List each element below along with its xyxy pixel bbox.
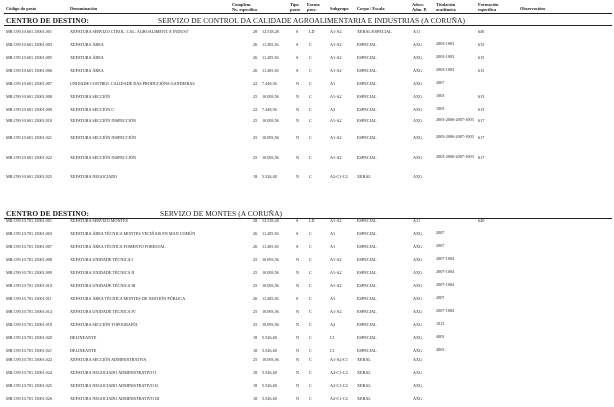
cell-tipo: N xyxy=(296,335,300,340)
cell-sub: A2-C1-C2 xyxy=(330,174,348,179)
cell-tipo: S xyxy=(296,244,299,249)
cell-sub: A1-A2 xyxy=(330,68,342,73)
cell-forma: C xyxy=(309,357,312,362)
cell-sub: A1-A2 xyxy=(330,55,342,60)
cell-sub: A1-A2 xyxy=(330,270,342,275)
cell-form: 617 xyxy=(478,155,485,160)
cell-code: MR.C99.10.701.15001.021 xyxy=(6,348,52,353)
cell-nv: 25 xyxy=(253,118,258,123)
cell-name: XEFATURA ÁREA xyxy=(70,68,104,73)
cell-adscr: AXG xyxy=(413,296,423,301)
cell-forma: C xyxy=(309,335,312,340)
cell-adscr: AXG xyxy=(413,257,423,262)
cell-corpo: ESPECIAL xyxy=(357,348,377,353)
cell-forma: C xyxy=(309,309,312,314)
cell-nv: 25 xyxy=(253,309,258,314)
cell-comp: 5.526,48 xyxy=(262,396,277,401)
header-corpo: Corpo / Escala xyxy=(357,6,385,11)
header-tipo: Tipo xyxy=(290,2,299,7)
cell-code: MR.C99.10.601.15001.001 xyxy=(6,29,52,34)
cell-corpo: ESPECIAL xyxy=(357,283,377,288)
cell-adscr: AXG xyxy=(413,396,423,401)
cell-tit: 4003 xyxy=(436,334,445,339)
cell-forma: C xyxy=(309,155,312,160)
cell-tit: 2007 xyxy=(436,80,445,85)
cell-name: XEFATURA NEGOCIADO ADMINISTRATIVO II xyxy=(70,383,158,388)
header-complem: Complem. xyxy=(232,2,252,7)
cell-code: MR.C99.10.601.15001.008 xyxy=(6,94,52,99)
cell-name: XEFATURA ÁREA xyxy=(70,42,104,47)
cell-corpo: ESPECIAL xyxy=(357,218,377,223)
cell-comp: 5.526,48 xyxy=(262,335,277,340)
cell-code: MR.C99.10.701.15001.008 xyxy=(6,257,52,262)
cell-code: MR.C99.10.701.15001.020 xyxy=(6,335,52,340)
cell-adscr: AXG xyxy=(413,370,423,375)
cell-nv: 22 xyxy=(253,107,258,112)
cell-adscr: AXG xyxy=(413,231,423,236)
cell-form: 640 xyxy=(478,218,485,223)
cell-name: XEFATURA NEGOCIADO ADMINISTRATIVO I xyxy=(70,370,157,375)
cell-comp: 5.526,48 xyxy=(262,174,277,179)
cell-forma: LD xyxy=(309,29,315,34)
cell-code: MR.C99.10.601.15001.007 xyxy=(6,81,52,86)
cell-tipo: N xyxy=(296,270,300,275)
cell-nv: 26 xyxy=(253,231,258,236)
cell-tipo: N xyxy=(296,257,300,262)
cell-tipo: N xyxy=(296,155,300,160)
cell-forma: C xyxy=(309,118,312,123)
cell-tipo: N xyxy=(296,383,300,388)
cell-forma: C xyxy=(309,244,312,249)
cell-comp: 11.205,36 xyxy=(262,296,279,301)
cell-code: MR.C99.10.701.15001.025 xyxy=(6,383,52,388)
cell-corpo: ESPECIAL xyxy=(357,322,377,327)
cell-comp: 10.093,56 xyxy=(262,357,279,362)
cell-forma: C xyxy=(309,283,312,288)
cell-adscr: AXG xyxy=(413,81,423,86)
cell-comp: 10.093,56 xyxy=(262,283,279,288)
cell-nv: 25 xyxy=(253,155,258,160)
cell-tipo: N xyxy=(296,348,300,353)
cell-forma: LD xyxy=(309,218,315,223)
section-divider xyxy=(4,25,612,26)
cell-adscr: AXG xyxy=(413,357,423,362)
cell-forma: C xyxy=(309,270,312,275)
cell-forma: C xyxy=(309,174,312,179)
cell-tipo: S xyxy=(296,68,299,73)
cell-nv: 25 xyxy=(253,135,258,140)
cell-tit: 2003-2006-2007-1003 xyxy=(436,134,474,139)
cell-nv: 22 xyxy=(253,81,258,86)
cell-tit: 2007-1004 xyxy=(436,269,455,274)
cell-forma: C xyxy=(309,383,312,388)
cell-nv: 18 xyxy=(253,335,258,340)
cell-sub: A2 xyxy=(330,107,336,112)
cell-adscr: AXG xyxy=(413,270,423,275)
cell-nv: 25 xyxy=(253,283,258,288)
cell-code: MR.C99.10.701.15001.003 xyxy=(6,231,52,236)
header-observacions: Observacións xyxy=(520,6,546,11)
cell-corpo: XERAL xyxy=(357,370,371,375)
header-academica: académica xyxy=(436,7,456,12)
cell-adscr: A11 xyxy=(413,218,421,223)
cell-comp: 5.526,48 xyxy=(262,370,277,375)
cell-tipo: S xyxy=(296,29,299,34)
cell-comp: 11.205,36 xyxy=(262,231,279,236)
cell-comp: 11.205,36 xyxy=(262,55,279,60)
cell-forma: C xyxy=(309,107,312,112)
cell-comp: 11.205,36 xyxy=(262,244,279,249)
cell-name: DELINEANTE xyxy=(70,348,97,353)
cell-adscr: AXG xyxy=(413,283,423,288)
cell-corpo: ESPECIAL xyxy=(357,155,377,160)
cell-form: 615 xyxy=(478,68,485,73)
cell-forma: C xyxy=(309,42,312,47)
cell-adscr: AXG xyxy=(413,174,423,179)
cell-comp: 7.449,36 xyxy=(262,107,277,112)
cell-comp: 10.093,56 xyxy=(262,257,279,262)
cell-adscr: AXG xyxy=(413,107,423,112)
cell-adscr: AXG xyxy=(413,322,423,327)
cell-tipo: S xyxy=(296,231,299,236)
cell-adscr: AXG xyxy=(413,244,423,249)
cell-corpo: ESPECIAL xyxy=(357,94,377,99)
cell-tit: 4003 xyxy=(436,347,445,352)
cell-name: XEFATURA SECCIÓN TOPOGRAFÍA xyxy=(70,322,138,327)
cell-code: MR.C99.10.601.15001.021 xyxy=(6,135,52,140)
cell-nv: 28 xyxy=(253,218,258,223)
section-label: CENTRO DE DESTINO: xyxy=(6,16,90,25)
cell-sub: A1-A2 xyxy=(330,135,342,140)
cell-corpo: ESPECIAL xyxy=(357,244,377,249)
cell-tipo: N xyxy=(296,94,300,99)
cell-name: XEFATURA ÁREA TÉCNICA MONTES DE XESTIÓN PÚBLICA xyxy=(70,296,186,301)
cell-adscr: AXG xyxy=(413,309,423,314)
cell-tipo: N xyxy=(296,396,300,401)
cell-nv: 25 xyxy=(253,257,258,262)
cell-sub: A1-A2 xyxy=(330,218,342,223)
header-codigo: Código do posto xyxy=(6,6,37,11)
cell-name: XEFATURA NEGOCIADO xyxy=(70,174,118,179)
cell-nv: 26 xyxy=(253,296,258,301)
cell-corpo: ESPECIAL xyxy=(357,81,377,86)
cell-tit: 2007-1004 xyxy=(436,256,455,261)
cell-forma: C xyxy=(309,94,312,99)
cell-corpo: XERAL xyxy=(357,383,371,388)
cell-adscr: AXG xyxy=(413,42,423,47)
cell-corpo: XERAL xyxy=(357,396,371,401)
cell-form: 615 xyxy=(478,42,485,47)
cell-sub: A1 xyxy=(330,231,336,236)
cell-corpo: XERAL xyxy=(357,357,371,362)
cell-corpo: ESPECIAL xyxy=(357,231,377,236)
cell-form: 617 xyxy=(478,118,485,123)
cell-corpo: ESPECIAL xyxy=(357,309,377,314)
cell-sub: A1-A2 xyxy=(330,283,342,288)
cell-nv: 26 xyxy=(253,244,258,249)
cell-tit: 2003-2006-2007-1003 xyxy=(436,117,474,122)
cell-corpo: ESPECIAL xyxy=(357,257,377,262)
cell-forma: C xyxy=(309,370,312,375)
cell-tipo: S xyxy=(296,55,299,60)
cell-code: MR.C99.10.601.15001.005 xyxy=(6,55,52,60)
header-prov: prov. xyxy=(307,7,317,12)
cell-nv: 18 xyxy=(253,396,258,401)
cell-code: MR.C99.10.701.15001.018 xyxy=(6,322,52,327)
cell-code: MR.C99.10.601.15001.022 xyxy=(6,155,52,160)
cell-name: XEFATURA SERVIZO CTROL. CAL. AGROALIMENT. E INDUST xyxy=(70,29,189,34)
cell-forma: C xyxy=(309,396,312,401)
cell-name: XEFATURA UNIDADE TÉCNICA III xyxy=(70,283,136,288)
cell-code: MR.C99.10.701.15001.007 xyxy=(6,244,52,249)
cell-name: XEFATURA UNIDADE TÉCNICA II xyxy=(70,270,135,275)
section-title: SERVIZO DE CONTROL DA CALIDADE AGROALIMENTARIA E INDUSTRIAS (A CORUÑA) xyxy=(158,16,466,25)
cell-form: 615 xyxy=(478,94,485,99)
cell-corpo: ESPECIAL xyxy=(357,118,377,123)
cell-forma: C xyxy=(309,81,312,86)
cell-code: MR.C99.10.701.15001.009 xyxy=(6,270,52,275)
cell-form: 640 xyxy=(478,29,485,34)
header-formacion: Formación xyxy=(478,2,499,7)
cell-adscr: AXG xyxy=(413,118,423,123)
cell-tipo: N xyxy=(296,107,300,112)
cell-sub: A1-A2 xyxy=(330,309,342,314)
cell-forma: C xyxy=(309,231,312,236)
cell-code: MR.C99.10.601.15001.009 xyxy=(6,107,52,112)
cell-forma: C xyxy=(309,68,312,73)
cell-adscr: AXG xyxy=(413,335,423,340)
cell-corpo: XERAL xyxy=(357,174,371,179)
cell-sub: A1-A2 xyxy=(330,29,342,34)
cell-code: MR.C99.10.601.15001.025 xyxy=(6,174,52,179)
cell-comp: 10.093,56 xyxy=(262,118,279,123)
cell-sub: A2-C1-C2 xyxy=(330,383,348,388)
cell-forma: C xyxy=(309,135,312,140)
cell-comp: 7.449,36 xyxy=(262,81,277,86)
cell-nv: 26 xyxy=(253,42,258,47)
cell-tit: 2003-2006-2007-1003 xyxy=(436,154,474,159)
cell-sub: C1 xyxy=(330,348,335,353)
cell-corpo: ESPECIAL xyxy=(357,296,377,301)
cell-code: MR.C99.10.701.15001.026 xyxy=(6,396,52,401)
cell-code: MR.C99.10.701.15001.014 xyxy=(6,309,52,314)
cell-adscr: AXG xyxy=(413,155,423,160)
cell-sub: A1-A2-C1 xyxy=(330,357,348,362)
cell-code: MR.C99.10.601.15001.010 xyxy=(6,118,52,123)
cell-tipo: N xyxy=(296,174,300,179)
cell-corpo: XERAL/ESPECIAL xyxy=(357,29,392,34)
header-denominacion: Denominación xyxy=(70,6,98,11)
cell-tit: 2007 xyxy=(436,230,445,235)
header-posto: posto xyxy=(290,7,301,12)
cell-tipo: S xyxy=(296,218,299,223)
cell-nv: 18 xyxy=(253,370,258,375)
cell-nv: 25 xyxy=(253,322,258,327)
cell-sub: A1-A2 xyxy=(330,118,342,123)
cell-tipo: N xyxy=(296,118,300,123)
cell-name: XEFATURA ÁREA TÉCNICA MONTES VECIÑAIS EN MAN COMÚN xyxy=(70,231,196,236)
cell-tit: 1003 xyxy=(436,93,445,98)
cell-name: XEFATURA UNIDADE TÉCNICA I xyxy=(70,257,133,262)
cell-comp: 11.205,36 xyxy=(262,68,279,73)
cell-form: 615 xyxy=(478,107,485,112)
cell-sub: A1 xyxy=(330,296,336,301)
cell-tit: 2003-1003 xyxy=(436,41,455,46)
cell-adscr: AXG xyxy=(413,68,423,73)
cell-tipo: N xyxy=(296,283,300,288)
cell-forma: C xyxy=(309,322,312,327)
cell-tit: 2003-1003 xyxy=(436,67,455,72)
cell-name: XEFATURA SECCIÓN C xyxy=(70,107,115,112)
cell-tipo: N xyxy=(296,357,300,362)
cell-tit: 2007-1004 xyxy=(436,308,455,313)
cell-adscr: AXG xyxy=(413,55,423,60)
cell-code: MR.C99.10.701.15001.010 xyxy=(6,283,52,288)
cell-tipo: N xyxy=(296,135,300,140)
cell-sub: A1-A2 xyxy=(330,155,342,160)
cell-name: XEFATURA ÁREA TÉCNICA FOMENTO FORESTAL xyxy=(70,244,166,249)
section-title: SERVIZO DE MONTES (A CORUÑA) xyxy=(160,209,283,218)
cell-name: UNIDADE CONTROL CALIDADE DAS PRODUCIÓNS GANDEIRAS xyxy=(70,81,195,86)
cell-form: 615 xyxy=(478,55,485,60)
cell-sub: A1 xyxy=(330,81,336,86)
cell-tipo: S xyxy=(296,296,299,301)
cell-name: XEFATURA SECCIÓN ADMINISTRATIVA xyxy=(70,357,147,362)
cell-sub: A1-A2 xyxy=(330,42,342,47)
cell-corpo: ESPECIAL xyxy=(357,335,377,340)
cell-code: MR.C99.10.701.15001.001 xyxy=(6,218,52,223)
cell-tit: 2007 xyxy=(436,295,445,300)
cell-comp: 10.093,56 xyxy=(262,135,279,140)
cell-code: MR.C99.10.701.15001.022 xyxy=(6,357,52,362)
cell-nv: 18 xyxy=(253,348,258,353)
cell-code: MR.C99.10.701.15001.024 xyxy=(6,370,52,375)
cell-nv: 28 xyxy=(253,29,258,34)
cell-name: XEFATURA SECCIÓN INSPECCIÓN xyxy=(70,118,136,123)
cell-forma: C xyxy=(309,257,312,262)
cell-tipo: N xyxy=(296,322,300,327)
cell-tit: 1003 xyxy=(436,106,445,111)
header-forma: Forma xyxy=(307,2,320,7)
cell-comp: 10.093,56 xyxy=(262,322,279,327)
cell-tit: 2003-1003 xyxy=(436,54,455,59)
cell-name: DELINEANTE xyxy=(70,335,97,340)
header-titulacion: Titulación xyxy=(436,2,456,7)
cell-name: XEFATURA UNIDADE TÉCNICA IV xyxy=(70,309,136,314)
cell-tit: 2007 xyxy=(436,243,445,248)
cell-corpo: ESPECIAL xyxy=(357,107,377,112)
cell-form: 617 xyxy=(478,135,485,140)
header-subgrupo: Subgrupo xyxy=(330,6,349,11)
cell-nv: 25 xyxy=(253,94,258,99)
cell-adscr: AXG xyxy=(413,383,423,388)
header-especifica: específica xyxy=(478,7,497,12)
cell-nv: 25 xyxy=(253,357,258,362)
cell-adscr: AXG xyxy=(413,135,423,140)
cell-nv: 26 xyxy=(253,55,258,60)
cell-sub: A1 xyxy=(330,244,336,249)
cell-comp: 11.205,36 xyxy=(262,42,279,47)
cell-corpo: ESPECIAL xyxy=(357,42,377,47)
cell-comp: 5.526,48 xyxy=(262,348,277,353)
cell-name: XEFATURA SECCIÓN xyxy=(70,94,111,99)
cell-name: XEFATURA SECCIÓN INSPECCIÓN xyxy=(70,135,136,140)
cell-adscr: A11 xyxy=(413,29,421,34)
cell-tit: 1013 xyxy=(436,321,445,326)
cell-nv: 26 xyxy=(253,68,258,73)
cell-sub: A2 xyxy=(330,322,336,327)
cell-name: XEFATURA ÁREA xyxy=(70,55,104,60)
cell-adscr: AXG xyxy=(413,94,423,99)
cell-corpo: ESPECIAL xyxy=(357,270,377,275)
cell-comp: 12.518,28 xyxy=(262,29,279,34)
cell-forma: C xyxy=(309,348,312,353)
section-label: CENTRO DE DESTINO: xyxy=(6,209,90,218)
cell-tipo: S xyxy=(296,42,299,47)
cell-corpo: ESPECIAL xyxy=(357,68,377,73)
header-adm: Adm. P. xyxy=(412,7,427,12)
cell-name: XEFATURA SECCIÓN INSPECCIÓN xyxy=(70,155,136,160)
cell-comp: 10.093,56 xyxy=(262,309,279,314)
cell-forma: C xyxy=(309,55,312,60)
cell-comp: 10.093,56 xyxy=(262,94,279,99)
cell-name: XEFATURA SERVIZO MONTES xyxy=(70,218,128,223)
cell-corpo: ESPECIAL xyxy=(357,55,377,60)
cell-comp: 10.093,56 xyxy=(262,270,279,275)
cell-code: MR.C99.10.701.15001.011 xyxy=(6,296,52,301)
header-adscr: Adscr. xyxy=(412,2,424,7)
cell-forma: C xyxy=(309,296,312,301)
cell-name: XEFATURA NEGOCIADO ADMINISTRATIVO III xyxy=(70,396,160,401)
cell-sub: C1 xyxy=(330,335,335,340)
cell-comp: 5.526,48 xyxy=(262,383,277,388)
cell-comp: 12.518,28 xyxy=(262,218,279,223)
header-divider xyxy=(4,13,612,14)
cell-comp: 10.093,56 xyxy=(262,155,279,160)
cell-sub: A1-A2 xyxy=(330,257,342,262)
cell-tit: 2007-1004 xyxy=(436,282,455,287)
cell-nv: 18 xyxy=(253,383,258,388)
header-nv-especifico: Nv. específico xyxy=(232,7,258,12)
cell-nv: 18 xyxy=(253,174,258,179)
cell-sub: A2-C1-C2 xyxy=(330,396,348,401)
cell-code: MR.C99.10.601.15001.006 xyxy=(6,68,52,73)
cell-code: MR.C99.10.601.15001.003 xyxy=(6,42,52,47)
cell-tipo: N xyxy=(296,370,300,375)
cell-tipo: N xyxy=(296,309,300,314)
cell-sub: A1-A2 xyxy=(330,94,342,99)
cell-nv: 25 xyxy=(253,270,258,275)
cell-adscr: AXG xyxy=(413,348,423,353)
cell-sub: A2-C1-C2 xyxy=(330,370,348,375)
cell-corpo: ESPECIAL xyxy=(357,135,377,140)
cell-tipo: N xyxy=(296,81,300,86)
